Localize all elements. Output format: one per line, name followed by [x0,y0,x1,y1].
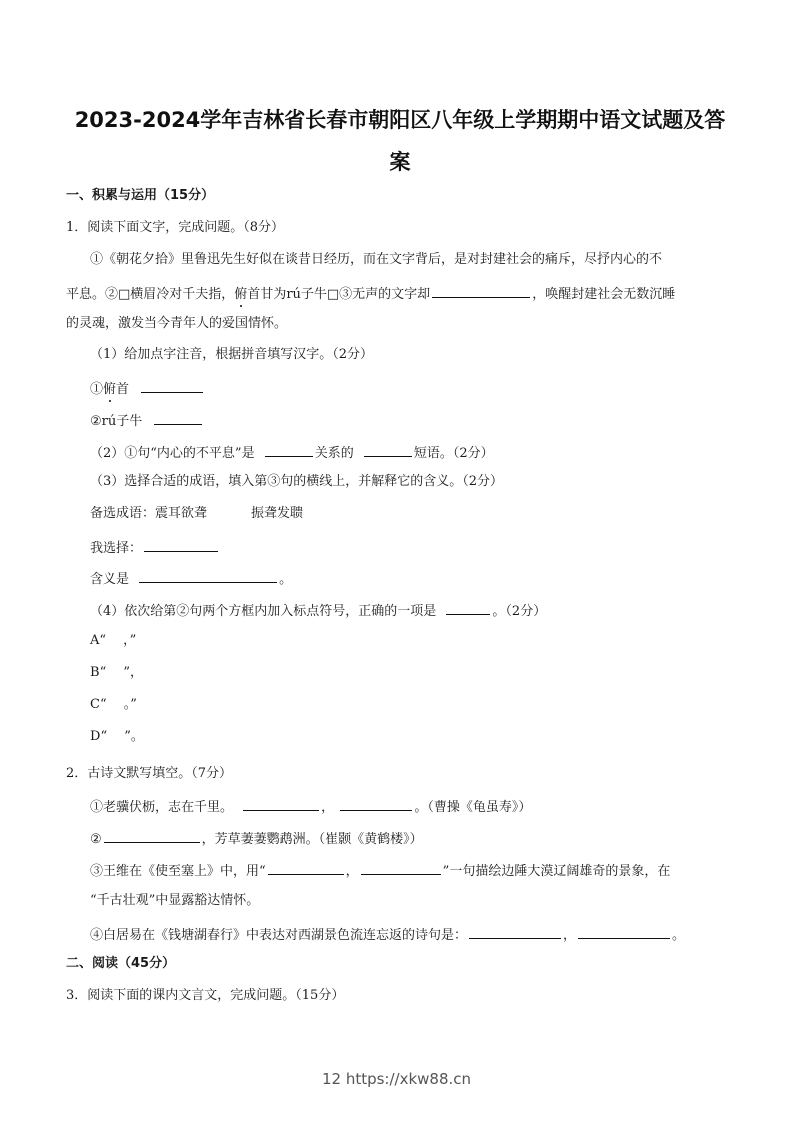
question-text: 。（2分） [492,604,547,619]
poem-source: ，芳草萋萋鹦鹉洲。（崔颢《黄鹤楼》） [201,832,423,847]
subquestion-3-prompt: （3）选择合适的成语，填入第③句的横线上，并解释它的含义。（2分） [90,474,504,489]
option-b [90,665,143,681]
document-title-continued: 案 [389,150,411,174]
question-text: （4）依次给第②句两个方框内加入标点符号，正确的一项是 [90,604,437,619]
answer-blank[interactable] [154,411,202,425]
subquestion-1-item-2 [90,411,204,430]
answer-blank[interactable] [361,861,441,875]
section-heading-1: 一、积累与运用（15分） [66,188,215,203]
meaning-label: 含义是 [90,572,130,587]
answer-blank[interactable] [139,569,277,583]
poem-text: ④白居易在《钱塘湖春行》中表达对西湖景色流连忘返的诗句是： [90,928,468,943]
answer-blank[interactable] [340,797,412,811]
question-text: 短语。（2分） [413,446,494,461]
question-text: 关系的 [314,446,354,461]
option-text: “ ，” [99,633,137,648]
poem-text: ③王维在《使至塞上》中，用“ [90,864,266,879]
choose-label: 我选择： [90,541,143,556]
passage-text: 首甘为rú子牛□③无声的文字却 [247,287,431,302]
answer-blank[interactable] [265,443,313,457]
punctuation: ， [345,864,359,879]
answer-blank[interactable] [446,601,490,615]
option-letter: A [90,633,100,648]
dotted-character: 俯 [103,382,117,397]
item-number: ② [90,832,102,847]
document-title: 2023-2024学年吉林省长春市朝阳区八年级上学期期中语文试题及答 [74,108,726,132]
answer-blank[interactable] [469,925,561,939]
page-footer [0,1070,793,1088]
poem-item-4 [90,925,685,944]
poem-source: 。（曹操《龟虽寿》） [414,800,532,815]
answer-blank[interactable] [268,861,344,875]
subquestion-4-prompt [90,601,546,620]
question-1-prompt: 1．阅读下面文字，完成问题。（8分） [66,220,285,235]
options-label: 备选成语：震耳欲聋 [90,506,208,521]
poem-item-3-continued: “千古壮观”中显露豁达情怀。 [90,893,260,908]
option-text: “ ”， [99,665,143,680]
poem-item-1 [90,797,531,816]
item-text: ②rú子牛 [90,414,143,429]
punctuation: 。 [672,928,686,943]
punctuation: ， [563,928,577,943]
passage-line-2 [66,284,675,303]
item-number: ① [90,382,104,397]
section-heading-2: 二、阅读（45分） [66,956,176,971]
idiom-option: 振聋发聩 [251,506,304,521]
answer-blank[interactable] [144,538,218,552]
option-d [90,729,144,745]
answer-blank[interactable] [104,829,200,843]
subquestion-1-prompt: （1）给加点字注音，根据拼音填写汉字。（2分） [90,347,374,362]
answer-blank[interactable] [578,925,670,939]
passage-line-1: ①《朝花夕拾》里鲁迅先生好似在谈昔日经历，而在文字背后，是对封建社会的痛斥，尽抒内心的不 [90,252,663,267]
option-letter: D [90,729,101,744]
footer-url[interactable]: https://xkw88.cn [345,1070,472,1088]
subquestion-2 [90,443,494,462]
idiom-options [90,506,303,522]
option-c [90,697,137,713]
option-letter: B [90,665,100,680]
passage-line-3: 的灵魂，激发当今青年人的爱国情怀。 [66,316,288,331]
question-2-prompt: 2．古诗文默写填空。（7分） [66,766,233,781]
answer-blank[interactable] [141,379,203,393]
option-letter: C [90,697,100,712]
subquestion-1-item-1 [90,379,205,398]
answer-blank[interactable] [364,443,412,457]
punctuation: ， [321,800,335,815]
question-text: （2）①句“内心的不平息”是 [90,446,255,461]
poem-text: ”一句描绘边陲大漠辽阔雄奇的景象，在 [442,864,671,879]
poem-item-2 [90,829,423,848]
dotted-character: 俯 [234,287,248,302]
choice-line [90,538,220,557]
poem-item-3 [90,861,670,880]
poem-text: ①老骥伏枥，志在千里。 [90,800,234,815]
passage-text: ，唤醒封建社会无数沉睡 [532,287,676,302]
answer-blank[interactable] [432,284,530,298]
option-text: “ 。” [99,697,137,712]
punctuation: 。 [279,572,293,587]
passage-text: 平息。②□横眉冷对千夫指， [66,287,235,302]
answer-blank[interactable] [243,797,319,811]
meaning-line [90,569,292,588]
page-number: 12 [321,1070,342,1088]
item-text: 首 [116,382,130,397]
option-text: “ ”。 [100,729,144,744]
option-a [90,633,136,649]
question-3-prompt: 3．阅读下面的课内文言文，完成问题。（15分） [66,988,345,1003]
